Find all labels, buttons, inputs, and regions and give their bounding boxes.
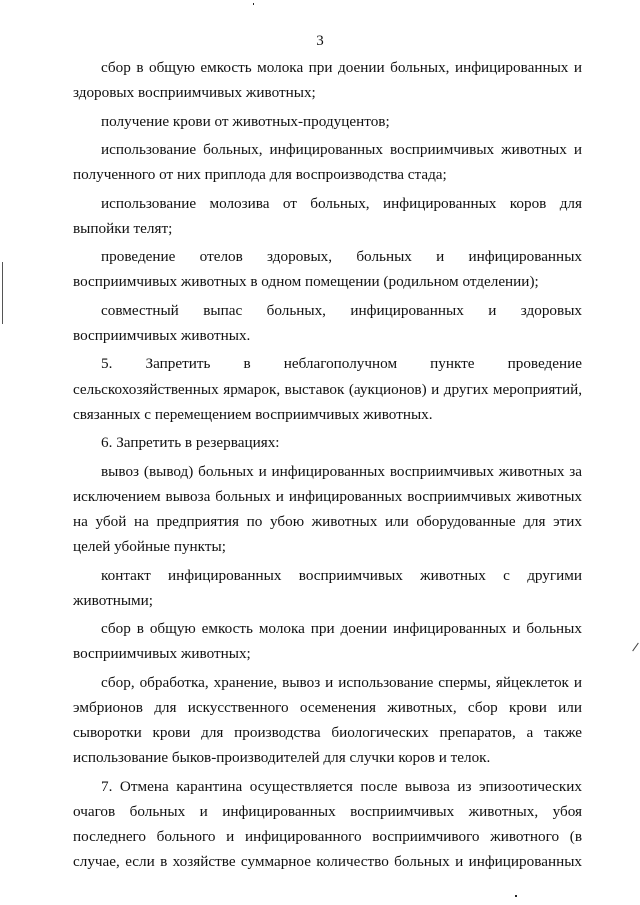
scan-speck	[253, 3, 254, 5]
paragraph: сбор в общую емкость молока при доении инфицированных и больных восприимчивых животных;	[73, 620, 582, 663]
scan-edge-line	[2, 262, 3, 324]
paragraph: контакт инфицированных восприимчивых животных с другими животными;	[73, 566, 582, 609]
scan-pen-mark	[632, 643, 639, 652]
paragraph: сбор, обработка, хранение, вывоз и использование спермы, яйцеклеток и эмбрионов для искусственного осеменения животных, сбор крови или сыворотки крови для производства биологических препаратов, а также использование быков-производителей для случки коров и телок.	[73, 673, 582, 767]
scan-speck	[515, 895, 517, 897]
paragraph: 7. Отмена карантина осуществляется после вывоза из эпизоотических очагов больных и инфицированных восприимчивых животных, убоя последнего больного и инфицированного восприимчивого животного (в случае, если в хозяйстве суммарное количество больных и инфицированных	[73, 777, 582, 871]
paragraph: использование молозива от больных, инфицированных коров для выпойки телят;	[73, 194, 582, 237]
paragraph: вывоз (вывод) больных и инфицированных восприимчивых животных за исключением вывоза больных и инфицированных восприимчивых животных на убой на предприятия по убою животных или оборудованные для этих целей убойные пункты;	[73, 462, 582, 556]
paragraph: сбор в общую емкость молока при доении больных, инфицированных и здоровых восприимчивых животных;	[73, 59, 582, 102]
paragraph: совместный выпас больных, инфицированных и здоровых восприимчивых животных.	[73, 301, 582, 344]
body-text	[73, 55, 582, 878]
paragraph: проведение отелов здоровых, больных и инфицированных восприимчивых животных в одном помещении (родильном отделении);	[73, 248, 582, 291]
paragraph: 5. Запретить в неблагополучном пункте проведение сельскохозяйственных ярмарок, выставок (аукционов) и других мероприятий, связанных с перемещением восприимчивых животных.	[73, 355, 582, 423]
paragraph: получение крови от животных-продуцентов;	[101, 112, 390, 130]
page-number: 3	[316, 33, 324, 49]
paragraph: 6. Запретить в резервациях:	[101, 434, 280, 452]
paragraph: использование больных, инфицированных восприимчивых животных и полученного от них приплода для воспроизводства стада;	[73, 140, 582, 184]
